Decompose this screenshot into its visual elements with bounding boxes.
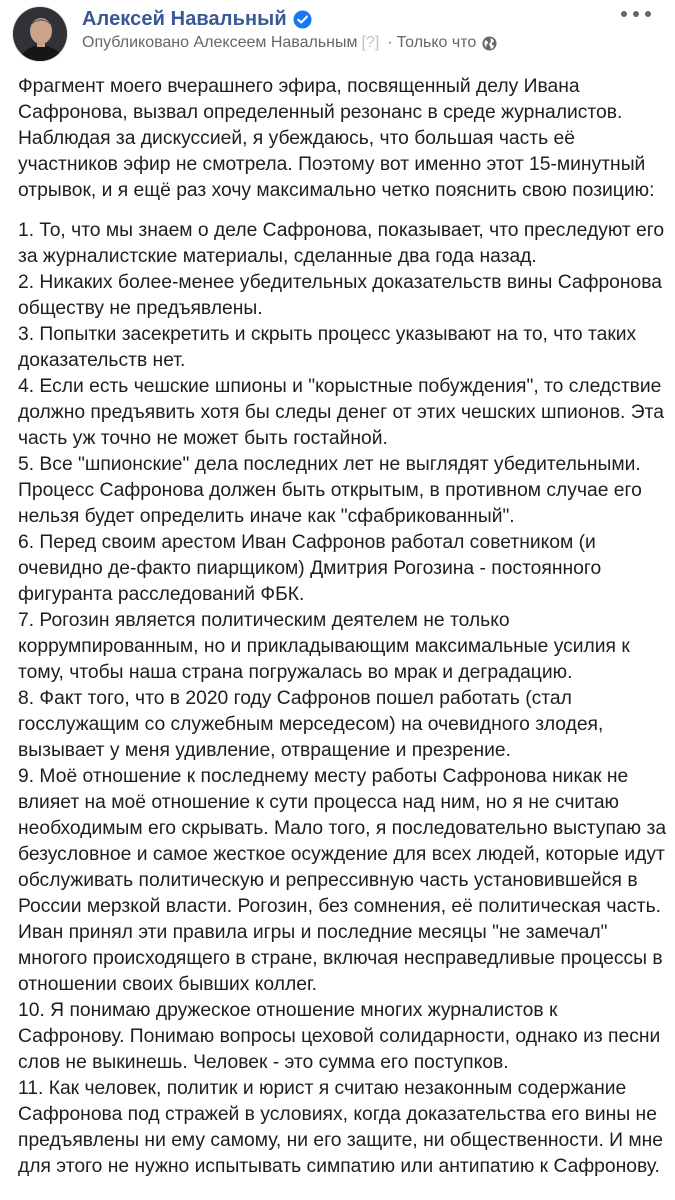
post-point: 7. Рогозин является политическим деятелем не только коррумпированным, но и прикладывающим максимальные усилия к тому, чтобы наша страна погружалась во мрак и деградацию.: [18, 610, 630, 683]
author-avatar[interactable]: [12, 6, 68, 62]
post-intro: Фрагмент моего вчерашнего эфира, посвященный делу Ивана Сафронова, вызвал определенный резонанс в среде журналистов. Наблюдая за дискуссией, я убеждаюсь, что большая часть её участников эфир не смотрела. Поэтому вот именно этот 15-минутный отрывок, и я ещё раз хочу максимально четко пояснить свою позицию:: [18, 76, 655, 201]
help-link[interactable]: [?]: [361, 34, 380, 51]
post-point: 8. Факт того, что в 2020 году Сафронов пошел работать (стал госслужащим со служебным мерседесом) на очевидного злодея, вызывает у меня удивление, отвращение и презрение.: [18, 688, 604, 761]
verified-badge-icon: [293, 10, 312, 29]
post-point: 1. То, что мы знаем о деле Сафронова, показывает, что преследуют его за журналистские материалы, сделанные два года назад.: [18, 220, 665, 267]
post-body: [18, 74, 668, 1180]
more-options-icon-dot: [633, 11, 639, 17]
post-point: 3. Попытки засекретить и скрыть процесс указывают на то, что таких доказательств нет.: [18, 324, 637, 371]
globe-icon[interactable]: [482, 36, 497, 51]
more-options-button[interactable]: [611, 0, 661, 28]
post-point: 9. Моё отношение к последнему месту работы Сафронова никак не влияет на моё отношение к сути процесса над ним, но я не считаю необходимым его скрывать. Мало того, я последовательно выступаю за безусловное и самое жесткое осуждение для всех людей, которые идут обслуживать политическую и репрессивную часть установившейся в России мерзкой власти. Рогозин, без сомнения, её политическая часть. Иван принял эти правила игры и последние месяцы "не замечал" многого происходящего в стране, включая несправедливые процессы в отношении своих бывших коллег.: [18, 766, 667, 995]
more-options-icon-dot: [645, 11, 651, 17]
author-name[interactable]: Алексей Навальный: [82, 7, 287, 30]
avatar-photo: [13, 7, 68, 62]
post-header: [0, 0, 675, 66]
published-by-label: Опубликовано Алексеем Навальным: [82, 34, 358, 51]
post-timestamp[interactable]: Только что: [396, 34, 477, 51]
meta-separator: ·: [387, 34, 393, 51]
post-point: 2. Никаких более-менее убедительных доказательств вины Сафронова обществу не предъявлены.: [18, 272, 663, 319]
post-point: 11. Как человек, политик и юрист я считаю незаконным содержание Сафронова под стражей в условиях, когда доказательства его вины не предъявлены ни ему самому, ни его защите, ни общественности. И мне для этого не нужно испытывать симпатию или антипатию к Сафронову.: [18, 1078, 664, 1177]
post-point: 6. Перед своим арестом Иван Сафронов работал советником (и очевидно де-факто пиарщиком) Дмитрия Рогозина - постоянного фигуранта расследований ФБК.: [18, 532, 602, 605]
post-point: 10. Я понимаю дружеское отношение многих журналистов к Сафронову. Понимаю вопросы цеховой солидарности, однако из песни слов не выкинешь. Человек - это сумма его поступков.: [18, 1000, 661, 1073]
post-point: 4. Если есть чешские шпионы и "корыстные побуждения", то следствие должно предъявить хотя бы следы денег от этих чешских шпионов. Эта часть уж точно не может быть гостайной.: [18, 376, 664, 449]
post-meta: [82, 32, 497, 54]
author-row: [82, 6, 312, 32]
post-point: 5. Все "шпионские" дела последних лет не выглядят убедительными. Процесс Сафронова должен быть открытым, в противном случае его нельзя будет определить иначе как "сфабрикованный".: [18, 454, 642, 527]
more-options-icon-dot: [621, 11, 627, 17]
